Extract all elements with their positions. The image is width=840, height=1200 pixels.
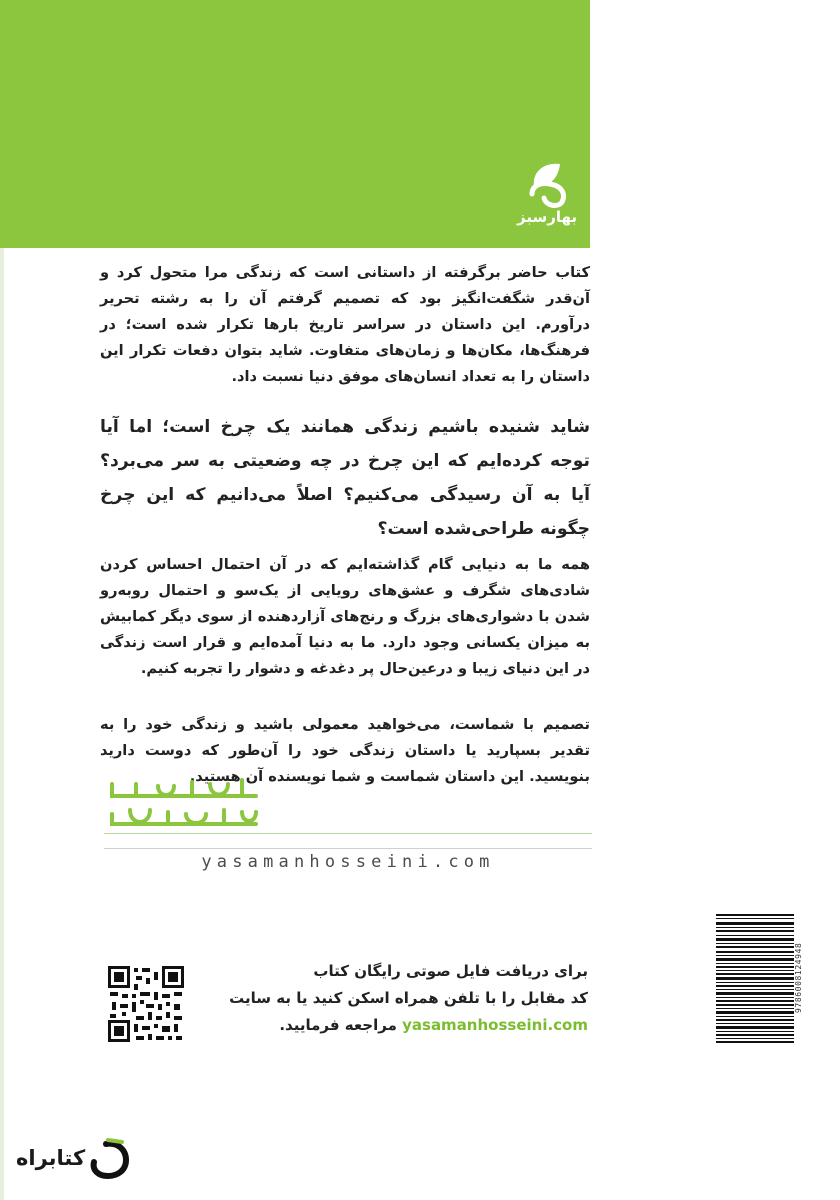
paragraph-wheel-question: شاید شنیده باشیم زندگی همانند یک چرخ است؛ اما آیا توجه کرده‌ایم که این چرخ در چه وضعیتی به سر می‌برد؟ آیا به آن رسیدگی می‌کنیم؟ اصلاً می‌دانیم که این چرخ چگونه طراحی‌شده است؟ <box>100 417 590 539</box>
top-green-band <box>0 0 590 248</box>
signature-underline <box>104 833 592 834</box>
isbn-number: 9786008124948 <box>794 942 803 1014</box>
audio-offer-line-1: برای دریافت فایل صوتی رایگان کتاب <box>313 962 588 980</box>
paragraph-decision: تصمیم با شماست، می‌خواهید معمولی باشید و زندگی خود را به تقدیر بسپارید یا داستان زندگی خود را آن‌طور که دوست دارید بنویسید. این داستان شماست و شما نویسنده آن هستید. <box>100 716 590 785</box>
website-rule <box>104 848 592 849</box>
author-website[interactable]: yasamanhosseini.com <box>201 852 495 872</box>
paragraph-intro: کتاب حاضر برگرفته از داستانی است که زندگی مرا متحول کرد و آن‌قدر شگفت‌انگیز بود که تصمیم گرفتم آن را به رشته تحریر درآورم. این داستان در سراسر تاریخ بارها تکرار شده است؛ در فرهنگ‌ها، مکان‌ها و زمان‌های متفاوت. شاید بتوان دفعات تکرار این داستان را به تعداد انسان‌های موفق دنیا نسبت داد. <box>100 264 590 385</box>
qr-code[interactable] <box>106 964 186 1044</box>
audio-offer-line-2: کد مقابل را با تلفن همراه اسکن کنید یا به سایت <box>229 989 588 1007</box>
audio-offer-line-3-suffix: مراجعه فرمایید. <box>279 1016 403 1034</box>
audio-offer-line-3 <box>198 1012 588 1039</box>
author-signature-logo <box>106 772 266 834</box>
paragraph-world: همه ما به دنیایی گام گذاشته‌ایم که در آن احتمال احساس کردن شادی‌های شگرف و عشق‌های رویایی از یک‌سو و احتمال روبه‌رو شدن با دشواری‌های بزرگ و رنج‌های آزاردهنده از سوی دیگر کمابیش به میزان یکسانی وجود دارد. ما به دنیا آمده‌ایم و قرار است زندگی در این دنیای زیبا و درعین‌حال پر دغدغه و دشوار را تجربه کنیم. <box>100 556 590 677</box>
isbn-barcode <box>714 912 796 1044</box>
publisher-name: بهارسبز <box>516 208 577 226</box>
spine-edge <box>0 248 4 1200</box>
ketabrah-watermark: کتابراه <box>16 1146 86 1170</box>
audio-offer-text <box>198 958 588 1039</box>
audio-offer-link[interactable]: yasamanhosseini.com <box>402 1016 588 1034</box>
